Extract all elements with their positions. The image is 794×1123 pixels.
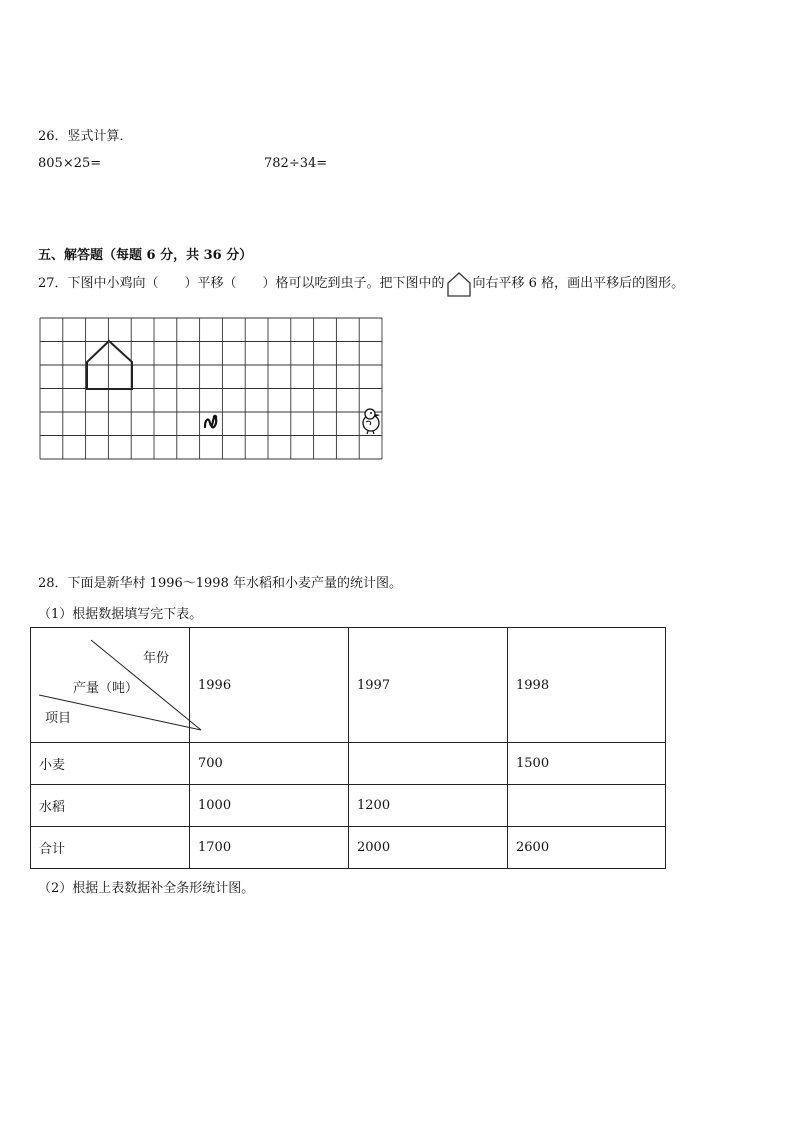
table-cell: 1500 (508, 743, 666, 785)
q27-text-before: 27．下图中小鸡向（ ）平移（ ）格可以吃到虫子。把下图中的 (38, 276, 445, 291)
header-year-label: 年份 (143, 651, 170, 666)
q28-sub2: （2）根据上表数据补全条形统计图。 (38, 881, 255, 896)
row-label: 小麦 (31, 743, 190, 785)
table-cell: 700 (190, 743, 349, 785)
year-header-1997: 1997 (349, 628, 508, 743)
table-cell: 1000 (190, 785, 349, 827)
header-item-label: 项目 (45, 711, 72, 726)
table-cell: 1200 (349, 785, 508, 827)
row-label: 合计 (31, 827, 190, 869)
table-cell: 1700 (190, 827, 349, 869)
section5-title: 五、解答题（每题 6 分，共 36 分） (38, 248, 253, 263)
q26-expression-2: 782÷34= (264, 156, 328, 171)
table-row-total (31, 827, 666, 869)
year-header-1998: 1998 (508, 628, 666, 743)
q27-grid (36, 314, 388, 464)
table-row-wheat (31, 743, 666, 785)
year-header-1996: 1996 (190, 628, 349, 743)
table-row-rice (31, 785, 666, 827)
q26-expression-1: 805×25= (38, 156, 102, 171)
worm-icon (205, 415, 217, 428)
header-unit-label: 产量（吨） (73, 681, 139, 696)
q28-title: 28．下面是新华村 1996～1998 年水稻和小麦产量的统计图。 (38, 576, 402, 591)
table-cell-blank[interactable] (349, 743, 508, 785)
q28-sub1: （1）根据数据填写完下表。 (38, 607, 203, 622)
q27-text-after: 向右平移 6 格，画出平移后的图形。 (472, 276, 685, 291)
row-label: 水稻 (31, 785, 190, 827)
table-cell: 2600 (508, 827, 666, 869)
q27-text (38, 270, 684, 298)
chick-icon (363, 409, 380, 434)
table-cell: 2000 (349, 827, 508, 869)
table-header-row (31, 628, 666, 743)
production-table (30, 627, 666, 869)
table-cell-blank[interactable] (508, 785, 666, 827)
q26-title: 26．竖式计算． (38, 129, 133, 144)
diagonal-header-cell (31, 628, 190, 743)
house-shape-icon (446, 271, 472, 297)
